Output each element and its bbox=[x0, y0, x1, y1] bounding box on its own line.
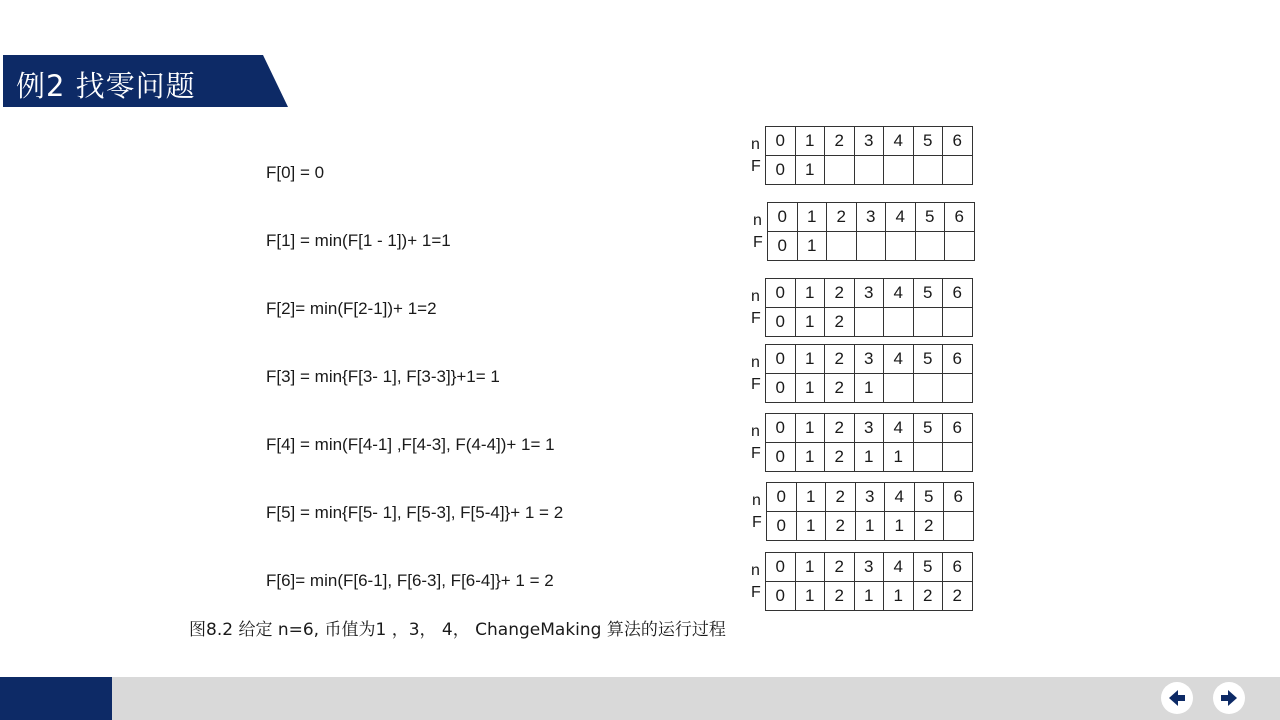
f-row bbox=[768, 232, 975, 261]
f-cell: 2 bbox=[913, 582, 943, 611]
n-cell: 3 bbox=[856, 203, 886, 232]
f-cell bbox=[944, 512, 974, 541]
f-cell bbox=[943, 374, 973, 403]
f-cell bbox=[915, 232, 945, 261]
table-row-label-f: F bbox=[751, 445, 761, 462]
next-slide-button[interactable] bbox=[1213, 682, 1245, 714]
n-cell: 5 bbox=[913, 414, 943, 443]
f-cell bbox=[827, 232, 857, 261]
formula-0: F[0] = 0 bbox=[266, 163, 325, 182]
table-row-label-n: n bbox=[751, 136, 760, 153]
table-row-label-f: F bbox=[752, 514, 762, 531]
n-cell: 4 bbox=[884, 553, 914, 582]
prev-slide-button[interactable] bbox=[1161, 682, 1193, 714]
f-cell: 1 bbox=[795, 308, 825, 337]
f-cell bbox=[945, 232, 975, 261]
f-cell: 1 bbox=[855, 512, 885, 541]
f-cell: 0 bbox=[766, 443, 796, 472]
n-cell: 3 bbox=[854, 127, 884, 156]
dp-table-step-2 bbox=[765, 278, 973, 337]
n-cell: 1 bbox=[795, 279, 825, 308]
f-cell: 1 bbox=[885, 512, 915, 541]
table-row-label-n: n bbox=[751, 288, 760, 305]
n-cell: 6 bbox=[943, 279, 973, 308]
f-cell: 1 bbox=[796, 512, 826, 541]
table-row-label-f: F bbox=[753, 234, 763, 251]
table-row-label-n: n bbox=[752, 492, 761, 509]
f-cell: 0 bbox=[768, 232, 798, 261]
n-row bbox=[766, 345, 973, 374]
f-cell: 2 bbox=[914, 512, 944, 541]
n-cell: 2 bbox=[827, 203, 857, 232]
footer-accent-block bbox=[0, 677, 112, 720]
n-cell: 0 bbox=[766, 414, 796, 443]
n-cell: 0 bbox=[768, 203, 798, 232]
f-row bbox=[766, 156, 973, 185]
f-cell: 1 bbox=[884, 582, 914, 611]
f-cell bbox=[913, 156, 943, 185]
slide-title: 例2 找零问题 bbox=[16, 69, 196, 103]
n-cell: 4 bbox=[884, 127, 914, 156]
f-cell: 1 bbox=[795, 374, 825, 403]
f-row bbox=[766, 374, 973, 403]
n-cell: 1 bbox=[795, 414, 825, 443]
f-cell bbox=[825, 156, 855, 185]
n-cell: 2 bbox=[826, 483, 856, 512]
n-cell: 5 bbox=[913, 127, 943, 156]
n-cell: 1 bbox=[796, 483, 826, 512]
f-cell bbox=[913, 443, 943, 472]
n-cell: 6 bbox=[944, 483, 974, 512]
f-cell: 0 bbox=[766, 156, 796, 185]
n-cell: 0 bbox=[766, 127, 796, 156]
formula-6: F[6]= min(F[6-1], F[6-3], F[6-4]}+ 1 = 2 bbox=[266, 571, 554, 590]
f-row bbox=[766, 582, 973, 611]
n-row bbox=[766, 127, 973, 156]
dp-table-step-5 bbox=[766, 482, 974, 541]
f-cell: 1 bbox=[884, 443, 914, 472]
f-cell: 2 bbox=[825, 374, 855, 403]
figure-caption: 图8.2 给定 n=6, 币值为1 ，3， 4， ChangeMaking 算法的运行过程 bbox=[189, 620, 726, 640]
f-cell: 2 bbox=[826, 512, 856, 541]
f-cell: 1 bbox=[795, 582, 825, 611]
f-cell: 2 bbox=[943, 582, 973, 611]
f-cell bbox=[884, 374, 914, 403]
f-row bbox=[767, 512, 974, 541]
n-cell: 6 bbox=[943, 127, 973, 156]
n-row bbox=[768, 203, 975, 232]
n-cell: 3 bbox=[854, 414, 884, 443]
n-row bbox=[767, 483, 974, 512]
n-cell: 2 bbox=[825, 414, 855, 443]
f-cell bbox=[943, 308, 973, 337]
n-row bbox=[766, 414, 973, 443]
n-cell: 4 bbox=[884, 345, 914, 374]
formula-5: F[5] = min{F[5- 1], F[5-3], F[5-4]}+ 1 = 2 bbox=[266, 503, 564, 522]
n-cell: 0 bbox=[766, 279, 796, 308]
n-cell: 4 bbox=[884, 279, 914, 308]
f-cell bbox=[884, 156, 914, 185]
arrow-left-icon bbox=[1166, 687, 1188, 709]
f-row bbox=[766, 308, 973, 337]
n-row bbox=[766, 553, 973, 582]
table-row-label-n: n bbox=[751, 423, 760, 440]
n-cell: 4 bbox=[886, 203, 916, 232]
f-cell bbox=[854, 308, 884, 337]
f-cell: 0 bbox=[767, 512, 797, 541]
f-cell: 1 bbox=[854, 374, 884, 403]
f-cell: 2 bbox=[825, 582, 855, 611]
formula-1: F[1] = min(F[1 - 1])+ 1=1 bbox=[266, 231, 451, 250]
f-cell bbox=[913, 308, 943, 337]
table-row-label-f: F bbox=[751, 584, 761, 601]
n-cell: 0 bbox=[767, 483, 797, 512]
n-cell: 2 bbox=[825, 553, 855, 582]
n-cell: 0 bbox=[766, 345, 796, 374]
n-cell: 0 bbox=[766, 553, 796, 582]
formula-3: F[3] = min{F[3- 1], F[3-3]}+1= 1 bbox=[266, 367, 500, 386]
f-cell: 1 bbox=[797, 232, 827, 261]
n-cell: 1 bbox=[797, 203, 827, 232]
f-cell: 2 bbox=[825, 308, 855, 337]
f-cell: 1 bbox=[854, 443, 884, 472]
n-cell: 6 bbox=[943, 345, 973, 374]
f-cell bbox=[884, 308, 914, 337]
f-cell: 1 bbox=[795, 156, 825, 185]
n-cell: 6 bbox=[943, 553, 973, 582]
n-cell: 2 bbox=[825, 279, 855, 308]
n-cell: 5 bbox=[915, 203, 945, 232]
footer-bar bbox=[0, 677, 1280, 720]
f-cell bbox=[943, 443, 973, 472]
f-cell: 0 bbox=[766, 374, 796, 403]
f-cell bbox=[913, 374, 943, 403]
n-cell: 3 bbox=[854, 279, 884, 308]
n-cell: 1 bbox=[795, 127, 825, 156]
n-cell: 2 bbox=[825, 127, 855, 156]
formula-2: F[2]= min(F[2-1])+ 1=2 bbox=[266, 299, 437, 318]
f-cell bbox=[856, 232, 886, 261]
dp-table-step-6 bbox=[765, 552, 973, 611]
table-row-label-f: F bbox=[751, 310, 761, 327]
n-cell: 4 bbox=[884, 414, 914, 443]
table-row-label-n: n bbox=[751, 562, 760, 579]
f-cell: 0 bbox=[766, 308, 796, 337]
n-cell: 6 bbox=[945, 203, 975, 232]
n-cell: 5 bbox=[913, 279, 943, 308]
f-cell bbox=[854, 156, 884, 185]
f-cell: 1 bbox=[854, 582, 884, 611]
arrow-right-icon bbox=[1218, 687, 1240, 709]
table-row-label-f: F bbox=[751, 376, 761, 393]
table-row-label-n: n bbox=[753, 212, 762, 229]
n-cell: 5 bbox=[913, 553, 943, 582]
n-cell: 2 bbox=[825, 345, 855, 374]
n-cell: 5 bbox=[914, 483, 944, 512]
f-cell bbox=[886, 232, 916, 261]
dp-table-step-0 bbox=[765, 126, 973, 185]
dp-table-step-3 bbox=[765, 344, 973, 403]
n-cell: 3 bbox=[854, 345, 884, 374]
n-cell: 5 bbox=[913, 345, 943, 374]
table-row-label-n: n bbox=[751, 354, 760, 371]
table-row-label-f: F bbox=[751, 158, 761, 175]
formula-4: F[4] = min(F[4-1] ,F[4-3], F(4-4])+ 1= 1 bbox=[266, 435, 555, 454]
n-cell: 1 bbox=[795, 345, 825, 374]
n-row bbox=[766, 279, 973, 308]
n-cell: 6 bbox=[943, 414, 973, 443]
f-cell: 0 bbox=[766, 582, 796, 611]
dp-table-step-4 bbox=[765, 413, 973, 472]
n-cell: 1 bbox=[795, 553, 825, 582]
f-cell: 2 bbox=[825, 443, 855, 472]
n-cell: 3 bbox=[854, 553, 884, 582]
f-cell: 1 bbox=[795, 443, 825, 472]
f-cell bbox=[943, 156, 973, 185]
n-cell: 4 bbox=[885, 483, 915, 512]
n-cell: 3 bbox=[855, 483, 885, 512]
f-row bbox=[766, 443, 973, 472]
dp-table-step-1 bbox=[767, 202, 975, 261]
